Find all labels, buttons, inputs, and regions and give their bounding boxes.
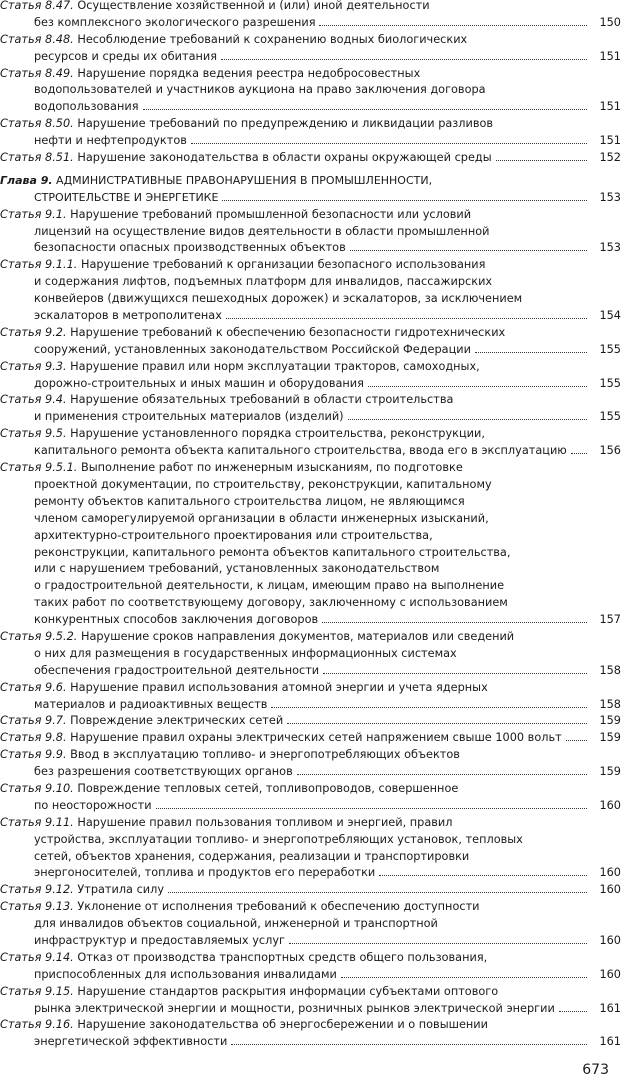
toc-entry-line [0, 832, 591, 849]
toc-entry-line [0, 99, 591, 116]
toc-entry-title: таких работ по соответствующему договору, заключенному с использованием [34, 596, 508, 610]
toc-entry-line [0, 342, 591, 359]
dot-leader [168, 883, 587, 893]
toc-entry-line [0, 730, 591, 747]
toc-entry-title: Осуществление хозяйственной и (или) иной деятельности [77, 0, 430, 12]
toc-entry-title: материалов и радиоактивных веществ [34, 697, 268, 711]
toc-entry[interactable] [0, 257, 621, 325]
toc-entry-line [0, 133, 591, 150]
dot-leader [221, 50, 587, 60]
toc-entry-line [0, 916, 591, 933]
toc-entry[interactable] [0, 713, 621, 730]
toc-entry-line [0, 32, 591, 49]
toc-chapter-entry[interactable] [0, 167, 621, 207]
toc-entry-line [0, 477, 591, 494]
toc-entry[interactable] [0, 325, 621, 359]
toc-entry-title: Уклонение от исполнения требований к обеспечению доступности [77, 900, 480, 914]
page-number: 673 [582, 1062, 609, 1078]
dot-leader [226, 309, 587, 319]
toc-entry[interactable] [0, 0, 621, 32]
toc-entry-line [0, 190, 591, 207]
article-label: Статья 8.50. [0, 117, 74, 131]
toc-page-number: 151 [599, 49, 621, 63]
toc-entry-title: проектной документации, по строительству, реконструкции, капитальному [34, 477, 492, 491]
toc-page-number: 160 [599, 933, 621, 947]
toc-entry[interactable] [0, 1017, 621, 1051]
toc-entry-title: реконструкции, капитального ремонта объектов капитального строительства, [34, 545, 511, 559]
toc-entry-title: Выполнение работ по инженерным изысканиям, по подготовке [80, 461, 463, 475]
toc-entry-line [0, 1034, 591, 1051]
toc-entry-line [0, 257, 591, 274]
article-label: Статья 9.12. [0, 883, 74, 897]
toc-entry-line [0, 697, 591, 714]
toc-page-number: 157 [599, 613, 621, 627]
dot-leader [475, 343, 587, 353]
toc-entry-title: и применения строительных материалов (изделий) [34, 410, 344, 424]
article-label: Статья 9.5.2. [0, 629, 78, 643]
article-label: Статья 9.10. [0, 781, 74, 795]
toc-page-number: 160 [599, 967, 621, 981]
dot-leader [350, 241, 587, 251]
toc-entry-line [0, 528, 591, 545]
dot-leader [379, 866, 587, 876]
toc-entry-line [0, 494, 591, 511]
dot-leader [143, 100, 588, 110]
toc-entry[interactable] [0, 629, 621, 680]
toc-entry-line [0, 240, 591, 257]
dot-leader [571, 444, 587, 454]
toc-entry-title: архитектурно-строительного проектирования или строительства, [34, 528, 433, 542]
toc-entry-line [0, 173, 591, 190]
toc-entry-line [0, 713, 591, 730]
dot-leader [231, 1035, 587, 1045]
toc-entry-line [0, 764, 591, 781]
toc-entry-title: обеспечения градостроительной деятельности [34, 663, 320, 677]
toc-entry-title: Нарушение установленного порядка строительства, реконструкции, [70, 427, 485, 441]
toc-entry-title: Нарушение требований промышленной безопасности или условий [70, 207, 472, 221]
toc-page-number: 155 [599, 342, 621, 356]
toc-entry-line [0, 967, 591, 984]
toc-entry-title: приспособленных для использования инвалидами [34, 967, 337, 981]
toc-entry-line [0, 376, 591, 393]
toc-entry-line [0, 325, 591, 342]
toc-entry-line [0, 15, 591, 32]
toc-entry-line [0, 150, 591, 167]
toc-entry-line [0, 899, 591, 916]
toc-entry-line [0, 1001, 591, 1018]
toc-entry-title: Утратила силу [77, 883, 165, 897]
toc-entry-line [0, 646, 591, 663]
toc-entry-line [0, 595, 591, 612]
article-label: Статья 9.14. [0, 950, 74, 964]
toc-entry-title: водопользования [34, 100, 139, 114]
toc-entry[interactable] [0, 899, 621, 950]
article-label: Статья 8.51. [0, 151, 74, 165]
article-label: Статья 9.9. [0, 748, 67, 762]
toc-page-number: 154 [599, 309, 621, 323]
toc-entry-line [0, 815, 591, 832]
toc-entry[interactable] [0, 730, 621, 747]
toc-entry-title: инфраструктур и предоставляемых услуг [34, 933, 285, 947]
toc-entry-line [0, 460, 591, 477]
toc-entry[interactable] [0, 882, 621, 899]
toc-entry-line [0, 409, 591, 426]
toc-entry-title: для инвалидов объектов социальной, инженерной и транспортной [34, 917, 438, 931]
toc-entry-title: Ввод в эксплуатацию топливо- и энергопотребляющих объектов [70, 748, 460, 762]
toc-entry[interactable] [0, 66, 621, 117]
toc-entry-title: энергетической эффективности [34, 1035, 228, 1049]
toc-entry-line [0, 578, 591, 595]
toc-entry-title: о градостроительной деятельности, к лицам, имеющим право на выполнение [34, 579, 505, 593]
article-label: Статья 8.47. [0, 0, 74, 12]
article-label: Статья 9.4. [0, 393, 67, 407]
toc-entry-title: Нарушение правил охраны электрических сетей напряжением свыше 1000 вольт [70, 731, 562, 745]
toc-entry-title: ресурсов и среды их обитания [34, 49, 218, 63]
toc-entry-line [0, 511, 591, 528]
toc-page-number: 151 [599, 134, 621, 148]
dot-leader [322, 613, 587, 623]
toc-entry-line [0, 1017, 591, 1034]
toc-entry-title: членом саморегулируемой организации в области инженерных изысканий, [34, 511, 489, 525]
article-label: Статья 9.16. [0, 1018, 74, 1032]
toc-entry-line [0, 392, 591, 409]
dot-leader [559, 1002, 587, 1012]
toc-entry-title: Нарушение требований к обеспечению безопасности гидротехнических [70, 325, 506, 339]
toc-entry-line [0, 561, 591, 578]
article-label: Статья 9.2. [0, 325, 67, 339]
toc-entry-title: безопасности опасных производственных объектов [34, 241, 346, 255]
toc-entry-line [0, 798, 591, 815]
dot-leader [323, 664, 587, 674]
article-label: Статья 9.1.1. [0, 258, 78, 272]
toc-entry-title: Нарушение правил или норм эксплуатации тракторов, самоходных, [70, 359, 480, 373]
toc-entry-title: Нарушение требований к организации безопасного использования [80, 258, 486, 272]
toc-entry-line [0, 0, 591, 15]
toc-entry-line [0, 882, 591, 899]
article-label: Статья 9.11. [0, 815, 74, 829]
toc-entry-title: без комплексного экологического разрешения [34, 15, 316, 29]
toc-entry-title: Отказ от производства транспортных средств общего пользования, [77, 950, 488, 964]
toc-entry-title: конвейеров (движущихся пешеходных дорожек) и эскалаторов, за исключением [34, 292, 523, 306]
dot-leader [156, 799, 587, 809]
toc-page-number: 150 [599, 15, 621, 29]
dot-leader [289, 934, 587, 944]
toc-entry-line [0, 849, 591, 866]
toc-entry-title: по неосторожности [34, 798, 152, 812]
toc-entry-line [0, 224, 591, 241]
toc-page-number: 158 [599, 697, 621, 711]
toc-entry[interactable] [0, 680, 621, 714]
article-label: Статья 9.8. [0, 731, 67, 745]
toc-entry-title: СТРОИТЕЛЬСТВЕ И ЭНЕРГЕТИКЕ [34, 190, 219, 204]
toc-entry-line [0, 950, 591, 967]
dot-leader [191, 134, 587, 144]
chapter-label: Глава 9. [0, 173, 53, 187]
toc-entry-line [0, 66, 591, 83]
toc-entry-title: Повреждение тепловых сетей, топливопроводов, совершенное [77, 781, 459, 795]
toc-entry-title: Повреждение электрических сетей [70, 714, 284, 728]
toc-entry-title: и содержания лифтов, подъемных платформ для инвалидов, пассажирских [34, 275, 493, 289]
article-label: Статья 9.6. [0, 680, 67, 694]
toc-page-number: 151 [599, 100, 621, 114]
article-label: Статья 8.48. [0, 32, 74, 46]
toc-entry-title: сооружений, установленных законодательством Российской Федерации [34, 342, 471, 356]
toc-page-number: 159 [599, 765, 621, 779]
dot-leader [566, 731, 587, 741]
dot-leader [368, 377, 587, 387]
toc-page-number: 161 [599, 1001, 621, 1015]
toc-entry-title: Нарушение законодательства об энергосбережении и о повышении [77, 1018, 488, 1032]
toc-entry-line [0, 274, 591, 291]
toc-entry-line [0, 680, 591, 697]
dot-leader [222, 191, 587, 201]
toc-page-number: 159 [599, 731, 621, 745]
toc-entry-line [0, 747, 591, 764]
toc-entry-title: Нарушение правил пользования топливом и энергией, правил [77, 815, 453, 829]
toc-entry-line [0, 308, 591, 325]
toc-entry[interactable] [0, 950, 621, 984]
toc-entry-title: Несоблюдение требований к сохранению водных биологических [77, 32, 468, 46]
toc-entry-title: устройства, эксплуатации топливо- и энергопотребляющих установок, тепловых [34, 832, 523, 846]
toc-entry-title: Нарушение стандартов раскрытия информации субъектами оптового [77, 984, 499, 998]
toc-entry-title: АДМИНИСТРАТИВНЫЕ ПРАВОНАРУШЕНИЯ В ПРОМЫШЛЕННОСТИ, [56, 173, 433, 187]
toc-entry-title: водопользователей и участников аукциона на право заключения договора [34, 83, 486, 97]
toc-entry[interactable] [0, 815, 621, 883]
toc-entry-title: капитального ремонта объекта капитального строительства, ввода его в эксплуатацию [34, 444, 567, 458]
article-label: Статья 9.13. [0, 900, 74, 914]
article-label: Статья 9.1. [0, 207, 67, 221]
toc-page-number: 153 [599, 190, 621, 204]
toc-page-number: 159 [599, 714, 621, 728]
toc-entry-title: эскалаторов в метрополитенах [34, 309, 222, 323]
toc-entry-line [0, 865, 591, 882]
dot-leader [287, 714, 587, 724]
toc-entry[interactable] [0, 747, 621, 781]
toc-entry-line [0, 82, 591, 99]
toc-entry-line [0, 116, 591, 133]
toc-page-number: 153 [599, 241, 621, 255]
dot-leader [348, 410, 587, 420]
toc-entry[interactable] [0, 460, 621, 629]
toc-page-number: 158 [599, 663, 621, 677]
toc-entry-title: дорожно-строительных и иных машин и оборудования [34, 376, 364, 390]
toc-entry-title: лицензий на осуществление видов деятельности в области промышленной [34, 224, 490, 238]
toc-entry[interactable] [0, 32, 621, 66]
dot-leader [271, 698, 587, 708]
article-label: Статья 9.15. [0, 984, 74, 998]
toc-entry-title: Нарушение правил использования атомной энергии и учета ядерных [70, 680, 488, 694]
dot-leader [297, 765, 587, 775]
toc-entry-title: Нарушение порядка ведения реестра недобросовестных [77, 66, 421, 80]
toc-entry-line [0, 933, 591, 950]
toc-entry-line [0, 545, 591, 562]
toc-page-number: 161 [599, 1035, 621, 1049]
toc-entry-title: нефти и нефтепродуктов [34, 134, 187, 148]
article-label: Статья 8.49. [0, 66, 74, 80]
toc-page-number: 156 [599, 444, 621, 458]
toc-entry-title: конкурентных способов заключения договоров [34, 613, 319, 627]
toc-entry-title: без разрешения соответствующих органов [34, 765, 293, 779]
toc-entry[interactable] [0, 426, 621, 460]
toc-entry-line [0, 207, 591, 224]
toc-entry-line [0, 663, 591, 680]
toc-entry-line [0, 49, 591, 66]
toc-page-number: 160 [599, 798, 621, 812]
toc-entry-line [0, 984, 591, 1001]
toc-entry-line [0, 629, 591, 646]
toc-entry-title: Нарушение законодательства в области охраны окружающей среды [77, 151, 492, 165]
toc-entry[interactable] [0, 781, 621, 815]
dot-leader [341, 968, 587, 978]
toc-entry-line [0, 612, 591, 629]
toc-entry[interactable] [0, 984, 621, 1018]
toc-entry[interactable] [0, 116, 621, 150]
toc-entry[interactable] [0, 392, 621, 426]
toc-entry-title: Нарушение сроков направления документов, материалов или сведений [80, 629, 515, 643]
article-label: Статья 9.5. [0, 427, 67, 441]
toc-entry[interactable] [0, 207, 621, 258]
toc-entry-line [0, 426, 591, 443]
toc-entry-title: энергоносителей, топлива и продуктов его переработки [34, 866, 376, 880]
toc-entry-line [0, 359, 591, 376]
toc-entry-title: о них для размещения в государственных информационных системах [34, 646, 457, 660]
toc-entry-line [0, 781, 591, 798]
toc-entry[interactable] [0, 150, 621, 167]
toc-entry-title: Нарушение требований по предупреждению и ликвидации разливов [77, 117, 494, 131]
toc-page-number: 155 [599, 410, 621, 424]
toc-entry-line [0, 443, 591, 460]
dot-leader [496, 151, 587, 161]
toc-page-number: 160 [599, 866, 621, 880]
dot-leader [319, 16, 587, 26]
article-label: Статья 9.7. [0, 714, 67, 728]
toc-entry-title: Нарушение обязательных требований в области строительства [70, 393, 454, 407]
toc-page-number: 152 [599, 151, 621, 164]
toc-entry[interactable] [0, 359, 621, 393]
toc-entry-line [0, 291, 591, 308]
toc-page-number: 160 [599, 883, 621, 897]
article-label: Статья 9.5.1. [0, 461, 78, 475]
toc-page-number: 155 [599, 376, 621, 390]
article-label: Статья 9.3. [0, 359, 67, 373]
toc-entry-title: ремонту объектов капитального строительства лицом, не являющимся [34, 494, 465, 508]
toc-entry-title: или с нарушением требований, установленных законодательством [34, 562, 440, 576]
toc-entry-title: рынка электрической энергии и мощности, розничных рынков электрической энергии [34, 1001, 555, 1015]
toc-entry-title: сетей, объектов хранения, содержания, реализации и транспортировки [34, 849, 470, 863]
